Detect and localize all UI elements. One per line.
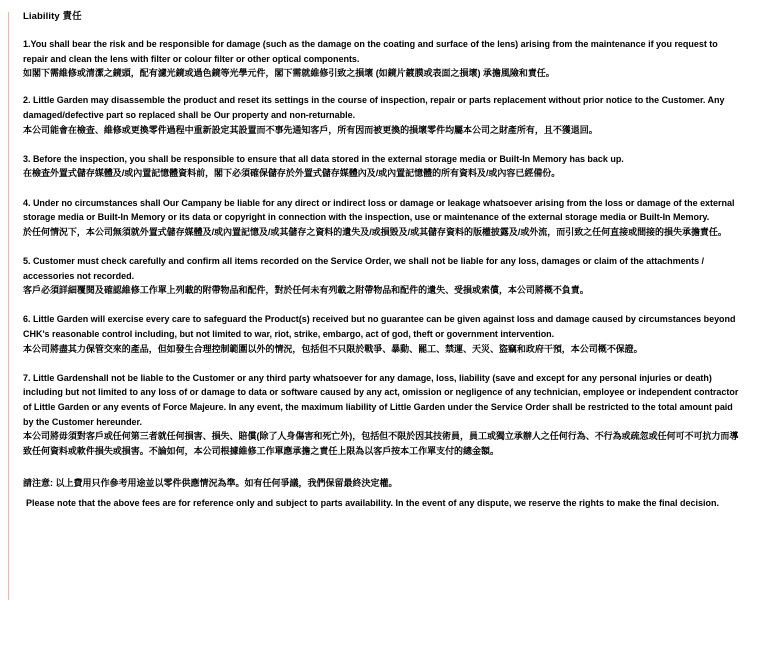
clause-2 — [23, 93, 741, 137]
clause-4 — [23, 196, 741, 240]
clause-1-en: 1.You shall bear the risk and be responsible for damage (such as the damage on the coating and surface of the lens) arising from the maintenance if you request to repair and clean the lens with filter or colour filter or other optical components. — [23, 39, 718, 64]
clause-7-en: 7. Little Gardenshall not be liable to the Customer or any third party whatsoever for any damage, loss, liability (save and except for any personal injuries or death) including but not limited to any loss of or damage to data or software caused by any act, omission or negligence of any technician, employee or independent contractor of Little Garden or any events of Force Majeure. In any event, the maximum liability of Little Garden under the Service Order shall be restricted to the total amount paid by the Customer hereunder. — [23, 372, 739, 427]
clause-2-en: 2. Little Garden may disassemble the product and reset its settings in the course of inspection, repair or parts replacement without prior notice to the Customer. Any damaged/defective part so replaced shall be Our property and non-returnable. — [23, 95, 725, 120]
final-note — [23, 476, 741, 511]
clause-7-cn: 本公司將毋須對客戶或任何第三者就任何損害、損失、賠償(除了人身傷害和死亡外)，包括但不限於因其技術員，員工或獨立承辦人之任何行為、不行為或疏忽或任何可不可抗力而導致任何資料或軟件損失或損害。不論如何，本公司根據維修工作單應承擔之責任上限為以客戶按本工作單支付的總金額。 — [23, 431, 739, 457]
clause-7 — [23, 371, 741, 460]
clause-6-en: 6. Little Garden will exercise every care to safeguard the Product(s) received but no guarantee can be given against loss and damage caused by circumstances beyond CHK's reasonable control including, but not limited to war, riot, strike, embargo, act of god, theft or government intervention. — [23, 314, 736, 339]
clause-6 — [23, 312, 741, 356]
final-note-cn: 請注意: 以上費用只作參考用途並以零件供應情況為準。如有任何爭議，我們保留最終決定權。 — [23, 477, 398, 488]
clause-4-cn: 於任何情況下，本公司無須就外置式儲存媒體及/或內置記憶及/或其儲存之資料的遺失及/或損毀及/或其儲存資料的版權披露及/或外流，而引致之任何直接或間接的損失承擔責任。 — [23, 226, 727, 237]
clause-3-en: 3. Before the inspection, you shall be responsible to ensure that all data stored in the external storage media or Built-In Memory has back up. — [23, 153, 624, 164]
page-title: Liability 責任 — [23, 11, 82, 22]
page-left-rule — [8, 12, 9, 600]
clause-5-en: 5. Customer must check carefully and confirm all items recorded on the Service Order, we shall not be liable for any loss, damages or claim of the attachments / accessories not recorded. — [23, 255, 705, 281]
final-note-en: Please note that the above fees are for reference only and subject to parts availability. In the event of any dispute, we reserve the rights to make the final decision. — [26, 497, 720, 508]
clause-3 — [23, 152, 741, 182]
clause-5-cn: 客戶必須詳細覆閱及確認維修工作單上列載的附帶物品和配件，對於任何未有列載之附帶物品和配件的遺失、受損或索償，本公司將概不負責。 — [23, 285, 589, 296]
clause-2-cn: 本公司能會在檢查、維修或更換零件過程中重新設定其設置而不事先通知客戶，所有因而被更換的損壞零件均屬本公司之財產所有，且不獲退回。 — [23, 124, 598, 135]
clause-6-cn: 本公司將盡其力保管交來的產品，但如發生合理控制範圍以外的情況，包括但不只限於戰爭、暴動、罷工、禁運、天災、盜竊和政府干預，本公司概不保證。 — [23, 343, 643, 354]
document-content — [23, 10, 741, 515]
clause-3-cn: 在檢查外置式儲存媒體及/或內置記憶體資料前，閣下必須確保儲存於外置式儲存媒體內及/或內置記憶體的所有資料及/或內容已經備份。 — [23, 168, 561, 179]
clause-4-en: 4. Under no circumstances shall Our Campany be liable for any direct or indirect loss or damage or leakage whatsoever arising from the loss or damage of the external storage media or Built-In Memory or its data or copyright in connection with the inspection, use or maintenance of the external storage media or Built-In Memory. — [23, 197, 735, 223]
clause-5 — [23, 254, 741, 298]
clause-1-cn: 如閣下需維修或清潔之鏡頭，配有濾光鏡或過色鏡等光學元件，閣下需就維修引致之損壞 (如鏡片鍍膜或表面之損壞) 承擔風險和責任。 — [23, 68, 555, 79]
clause-1 — [23, 37, 741, 81]
